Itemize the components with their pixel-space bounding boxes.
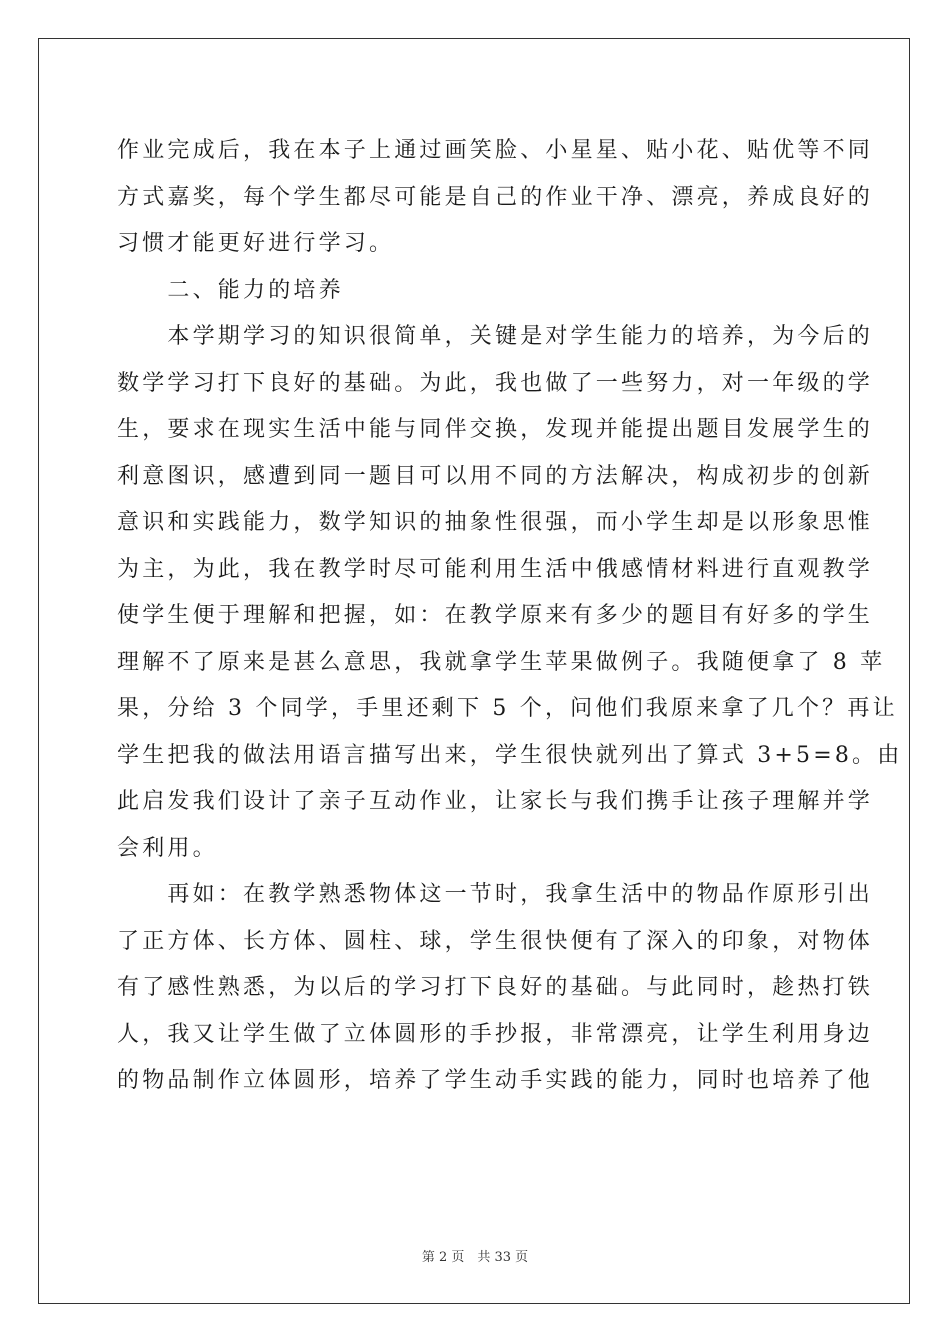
text-line: 人，我又让学生做了立体圆形的手抄报，非常漂亮，让学生利用身边: [117, 1021, 874, 1047]
text-line: 习惯才能更好进行学习。: [117, 231, 395, 256]
text-line: 理解不了原来是甚么意思，我就拿学生苹果做例子。我随便拿了 8 苹: [117, 649, 886, 675]
text-line: 使学生便于理解和把握，如：在教学原来有多少的题目有好多的学生: [117, 603, 874, 628]
text-line: 的物品制作立体圆形，培养了学生动手实践的能力，同时也培养了他: [117, 1068, 874, 1093]
text-line: 再如：在教学熟悉物体这一节时，我拿生活中的物品作原形引出: [117, 882, 874, 907]
text-line: 方式嘉奖，每个学生都尽可能是自己的作业干净、漂亮，养成良好的: [117, 184, 874, 210]
text-line: 作业完成后，我在本子上通过画笑脸、小星星、贴小花、贴优等不同: [117, 138, 874, 163]
document-body: [117, 128, 903, 1105]
text-line: 利意图识，感遭到同一题目可以用不同的方法解决，构成初步的创新: [117, 463, 874, 489]
text-line: 了正方体、长方体、圆柱、球，学生很快便有了深入的印象，对物体: [117, 928, 874, 954]
text-line: 为主，为此，我在教学时尽可能利用生活中俄感情材料进行直观教学: [117, 556, 874, 582]
text-line: 此启发我们设计了亲子互动作业，让家长与我们携手让孩子理解并学: [117, 789, 874, 814]
text-line: 意识和实践能力，数学知识的抽象性很强，而小学生却是以形象思惟: [117, 510, 874, 535]
section-heading: 二、能力的培养: [117, 277, 344, 303]
page-number-footer: 第 2 页 共 33 页: [421, 1250, 529, 1265]
text-line: 本学期学习的知识很简单，关键是对学生能力的培养，为今后的: [117, 324, 874, 349]
text-line: 会利用。: [117, 835, 218, 861]
text-line: 数学学习打下良好的基础。为此，我也做了一些努力，对一年级的学: [117, 370, 874, 396]
text-line: 学生把我的做法用语言描写出来，学生很快就列出了算式 3+5=8。由: [117, 742, 903, 768]
text-line: 生，要求在现实生活中能与同伴交换，发现并能提出题目发展学生的: [117, 417, 874, 442]
text-line: 果，分给 3 个同学，手里还剩下 5 个，问他们我原来拿了几个？再让: [117, 696, 898, 721]
text-line: 有了感性熟悉，为以后的学习打下良好的基础。与此同时，趁热打铁: [117, 975, 874, 1000]
